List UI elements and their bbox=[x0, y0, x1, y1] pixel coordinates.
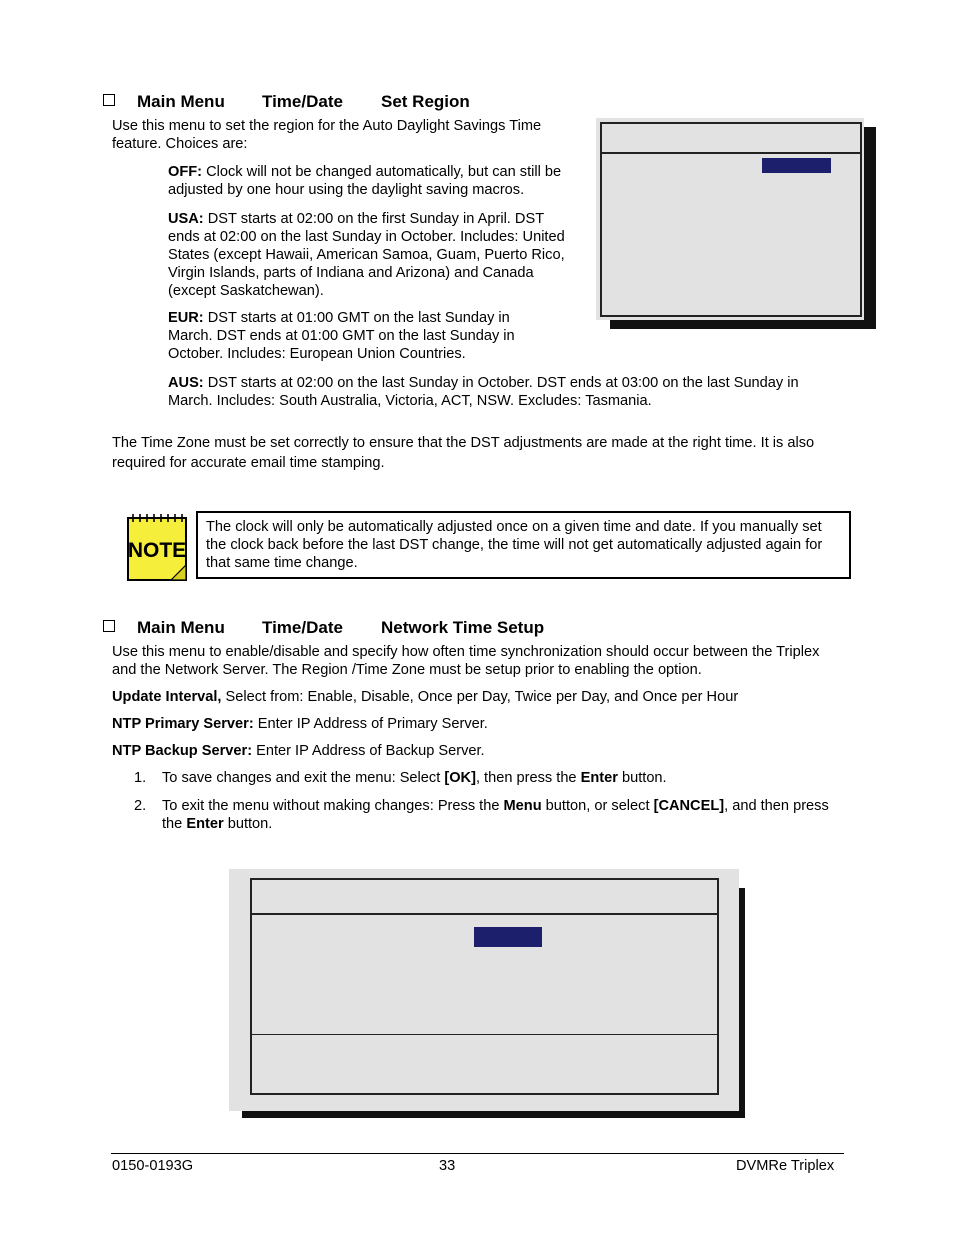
field-ntp-backup bbox=[112, 742, 832, 760]
checkbox-bullet-icon bbox=[103, 94, 115, 106]
choice-text: DST starts at 02:00 on the first Sunday in April. DST ends at 02:00 on the last Sunday in October. Includes: United States (except Hawaii, American Samoa, Guam, Puerto Rico, Virgin Islands, parts of Indiana and Arizona) and Canada (except Saskatchewan). bbox=[168, 211, 565, 299]
choice-eur bbox=[168, 309, 558, 363]
field-text: Enter IP Address of Backup Server. bbox=[256, 743, 485, 759]
menu-title-divider bbox=[252, 913, 717, 915]
choice-label: OFF: bbox=[168, 164, 203, 180]
step-keyword: [CANCEL] bbox=[653, 798, 725, 814]
menu-selected-field[interactable] bbox=[474, 927, 542, 947]
note-box bbox=[196, 511, 851, 579]
step-text: button, or select bbox=[541, 798, 654, 814]
choice-label: EUR: bbox=[168, 310, 204, 326]
choice-label: USA: bbox=[168, 211, 204, 227]
step-2 bbox=[162, 797, 847, 833]
set-region-intro: Use this menu to set the region for the Auto Daylight Savings Time feature. Choices are: bbox=[112, 118, 542, 152]
step-text: button. bbox=[223, 816, 273, 832]
choice-label: AUS: bbox=[168, 375, 204, 391]
step-text: To save changes and exit the menu: Select bbox=[162, 770, 445, 786]
note-text: The clock will only be automatically adjusted once on a given time and date. If you manually set the clock back before the last DST change, the time will not get automatically adjusted again for that same time change. bbox=[206, 519, 823, 571]
step-text: button. bbox=[617, 770, 667, 786]
field-update-interval bbox=[112, 688, 832, 706]
choice-text: Clock will not be changed automatically, but can still be adjusted by one hour using the daylight saving macros. bbox=[168, 164, 562, 198]
footer-rule bbox=[111, 1153, 844, 1154]
choice-aus bbox=[168, 374, 838, 410]
footer-product: DVMRe Triplex bbox=[736, 1158, 835, 1174]
note-icon-label: NOTE bbox=[127, 539, 187, 562]
step-text: , then press the bbox=[475, 770, 581, 786]
field-text: Select from: Enable, Disable, Once per Day, Twice per Day, and Once per Hour bbox=[225, 689, 739, 705]
checkbox-bullet-icon bbox=[103, 620, 115, 632]
footer-doc-number: 0150-0193G bbox=[112, 1158, 194, 1174]
timezone-paragraph: The Time Zone must be set correctly to ensure that the DST adjustments are made at the right time. It is also required for accurate email time stamping. bbox=[112, 435, 815, 471]
field-text: Enter IP Address of Primary Server. bbox=[257, 716, 488, 732]
step-keyword: [OK] bbox=[444, 770, 476, 786]
step-text: To exit the menu without making changes: Press the bbox=[162, 798, 504, 814]
heading-part-main-menu: Main Menu bbox=[137, 92, 225, 111]
choice-text: DST starts at 01:00 GMT on the last Sunday in March. DST ends at 01:00 GMT on the last Sunday in October. Includes: European Union Countries. bbox=[168, 310, 515, 362]
section-heading-set-region bbox=[103, 92, 470, 112]
menu-title-divider bbox=[602, 152, 860, 154]
network-time-intro: Use this menu to enable/disable and specify how often time synchronization should occur between the Triplex and the Network Server. The Region /Time Zone must be setup prior to enabling the option. bbox=[112, 644, 820, 678]
choice-text: DST starts at 02:00 on the last Sunday in October. DST ends at 03:00 on the last Sunday in March. Includes: South Australia, Victoria, ACT, NSW. Excludes: Tasmania. bbox=[168, 375, 799, 409]
heading-part-time-date: Time/Date bbox=[262, 618, 343, 637]
menu-selected-field[interactable] bbox=[762, 158, 831, 173]
step-keyword: Menu bbox=[503, 798, 542, 814]
step-keyword: Enter bbox=[580, 770, 618, 786]
step-1 bbox=[162, 769, 842, 787]
heading-part-main-menu: Main Menu bbox=[137, 618, 225, 637]
heading-part-set-region: Set Region bbox=[381, 92, 470, 111]
heading-part-network-time-setup: Network Time Setup bbox=[381, 618, 545, 637]
field-label: NTP Primary Server: bbox=[112, 716, 254, 732]
choice-off bbox=[168, 163, 578, 199]
step-number: 2. bbox=[134, 798, 147, 814]
heading-part-time-date: Time/Date bbox=[262, 92, 343, 111]
menu-button-divider bbox=[252, 1034, 717, 1035]
step-text: , and then press the bbox=[162, 798, 829, 832]
menu-frame bbox=[250, 878, 719, 1095]
field-label: Update Interval, bbox=[112, 689, 222, 705]
field-label: NTP Backup Server: bbox=[112, 743, 253, 759]
note-icon bbox=[127, 512, 189, 582]
section-heading-network-time-setup bbox=[103, 618, 544, 638]
choice-usa bbox=[168, 210, 573, 300]
footer-page-number: 33 bbox=[439, 1158, 456, 1174]
field-ntp-primary bbox=[112, 715, 832, 733]
step-keyword: Enter bbox=[186, 816, 224, 832]
step-number: 1. bbox=[134, 770, 147, 786]
